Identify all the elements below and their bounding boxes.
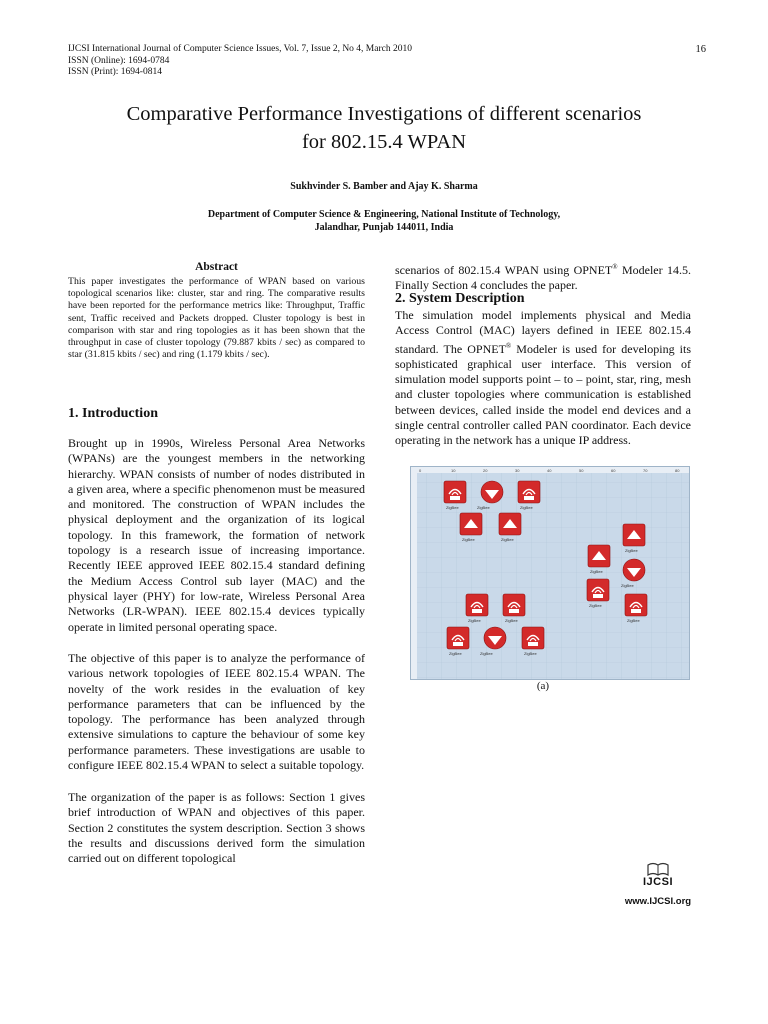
ruler-tick: 40 (547, 468, 552, 473)
registered-mark: ® (612, 263, 618, 271)
logo-name: IJCSI (642, 876, 673, 888)
intro-paragraph-3: The organization of the paper is as follows: Section 1 gives brief introduction of WPAN and objectives of this paper. Section 2 constitutes the system description. Section 3 shows the results and discussions derived form the simulation carried out on different topological (68, 790, 365, 866)
system-text-b: Modeler is used for developing its sophisticated graphical user interface. This version of simulation model supports point – to – point, star, ring, mesh and cluster topologies where communication is established between devices, called inside the model end devices and a single central controller called PAN coordinator. Each device operating in the network has a unique IP address. (395, 341, 691, 448)
topology-figure (410, 466, 690, 680)
page-number: 16 (695, 44, 706, 55)
system-text-a: The simulation model implements physical and Media Access Control (MAC) layers defined in IEEE 802.15.4 standard. The OPNET (395, 308, 691, 356)
journal-citation: IJCSI International Journal of Computer Science Issues, Vol. 7, Issue 2, No 4, March 2010 (68, 44, 412, 54)
topology-canvas (411, 467, 689, 679)
ruler-tick: 70 (643, 468, 648, 473)
affiliation-line-2: Jalandhar, Punjab 144011, India (314, 222, 454, 233)
node-label: ZigBee (625, 548, 638, 553)
system-description-heading: 2. System Description (395, 291, 525, 306)
ruler-tick: 50 (579, 468, 584, 473)
node-label: ZigBee (501, 537, 514, 542)
logo-url: www.IJCSI.org (624, 896, 692, 907)
continuation-text-b: Modeler 14.5. Finally Section 4 concludes the paper. (395, 263, 691, 293)
paper-title (40, 100, 728, 156)
ruler-tick: 0 (419, 468, 422, 473)
affiliation-line-1: Department of Computer Science & Engineering, National Institute of Technology, (207, 209, 561, 220)
node-label: ZigBee (621, 583, 634, 588)
node-label: ZigBee (524, 651, 537, 656)
ruler-tick: 20 (483, 468, 488, 473)
ruler-tick: 30 (515, 468, 520, 473)
node-label: ZigBee (627, 618, 640, 623)
issn-online: ISSN (Online): 1694-0784 (68, 55, 170, 66)
ruler-tick: 80 (675, 468, 680, 473)
ijcsi-logo (622, 862, 694, 907)
journal-header (68, 44, 412, 79)
title-line-2: for 802.15.4 WPAN (301, 131, 466, 153)
node-label: ZigBee (590, 569, 603, 574)
node-label: ZigBee (589, 603, 602, 608)
node-label: ZigBee (505, 618, 518, 623)
node-label: ZigBee (446, 505, 459, 510)
left-ruler (411, 467, 417, 679)
ruler-tick: 10 (451, 468, 456, 473)
node-label: ZigBee (449, 651, 462, 656)
book-icon (647, 862, 669, 876)
ruler-tick: 60 (611, 468, 616, 473)
continuation-text-a: scenarios of 802.15.4 WPAN using OPNET (395, 263, 613, 277)
figure-caption: (a) (536, 680, 550, 692)
registered-mark-2: ® (505, 341, 512, 350)
section1-continuation (395, 260, 691, 294)
node-label: ZigBee (477, 505, 490, 510)
node-label: ZigBee (480, 651, 493, 656)
intro-paragraph-1: Brought up in 1990s, Wireless Personal Area Networks (WPANs) are the youngest members in the networking hierarchy. WPAN consists of number of nodes distributed in a given area, where a specific phenomenon must be measured and monitored. The construction of WPAN includes the physical deployment and the organization of its logical topology. In this framework, the formation of network topology is a research issue of increasing importance. Recently IEEE approved IEEE 802.15.4 standard defining the Medium Access Control sub layer (MAC) and the physical layer (PHY) for low-rate, Wireless Personal Area Networks (LR-WPAN). IEEE 802.15.4 devices typically operate in limited personal operating space. (68, 436, 365, 634)
authors: Sukhvinder S. Bamber and Ajay K. Sharma (290, 181, 478, 192)
title-line-1: Comparative Performance Investigations of different scenarios (126, 103, 642, 125)
issn-print: ISSN (Print): 1694-0814 (68, 67, 162, 77)
node-label: ZigBee (468, 618, 481, 623)
intro-paragraph-2: The objective of this paper is to analyze the performance of various network topologies of IEEE 802.15.4 WPAN. The novelty of the work resides in the evaluation of key performance parameters that can be influenced by the topology. The performance has been analyzed through extensive simulations to capture the behaviour of some key performance parameters. These investigations are usable to configure IEEE 802.15.4 WPAN to select a suitable topology. (68, 651, 365, 773)
introduction-heading: 1. Introduction (68, 406, 158, 421)
node-label: ZigBee (462, 537, 475, 542)
abstract-text: This paper investigates the performance of WPAN based on various topological scenarios like: cluster, star and ring. The comparative results have been reported for the performance metrics like: Throughput, Traffic sent, Traffic received and Packets dropped. Cluster topology is best in comparison with star and ring topologies as it has been shown that the throughput in case of cluster topology (79.887 kbits / sec) as compared to star (31.815 kbits / sec) and ring (1.179 kbits / sec). (68, 276, 365, 361)
abstract-heading: Abstract (195, 261, 238, 273)
node-label: ZigBee (520, 505, 533, 510)
affiliation (0, 208, 768, 234)
system-description-text (395, 308, 691, 449)
